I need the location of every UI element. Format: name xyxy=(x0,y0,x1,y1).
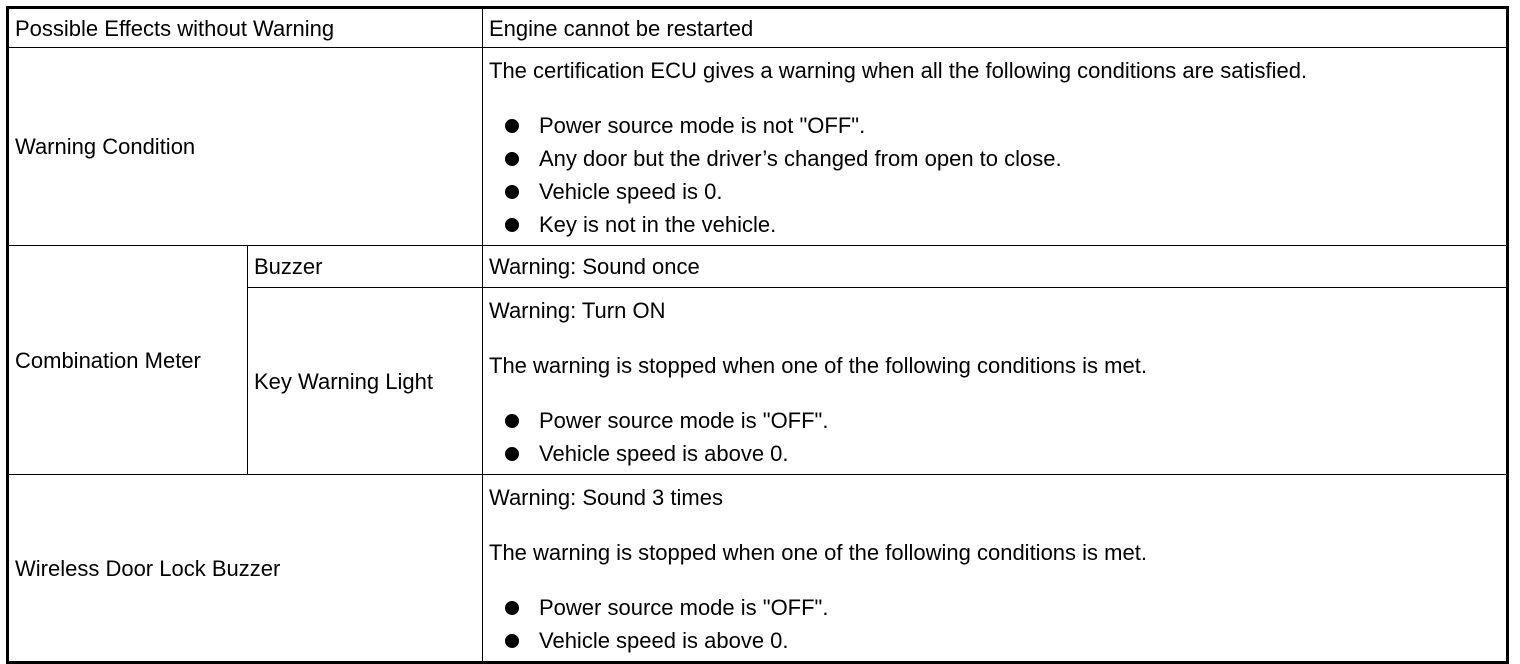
wireless-buzzer-cell xyxy=(483,475,1508,663)
warning-condition-label: Warning Condition xyxy=(8,48,483,246)
warning-condition-intro: The certification ECU gives a warning when all the following conditions are satisfied. xyxy=(489,58,1308,83)
effects-label: Possible Effects without Warning xyxy=(8,8,483,48)
buzzer-label: Buzzer xyxy=(248,246,483,288)
bullet-icon xyxy=(505,185,519,199)
wireless-buzzer-stop-intro: The warning is stopped when one of the following conditions is met. xyxy=(489,540,1147,565)
list-item: Vehicle speed is 0. xyxy=(505,175,1506,208)
key-warning-light-cell xyxy=(483,288,1508,475)
bullet-icon xyxy=(505,119,519,133)
effects-value: Engine cannot be restarted xyxy=(483,8,1508,48)
table-row-buzzer xyxy=(8,246,1508,288)
list-item: Any door but the driver’s changed from open to close. xyxy=(505,142,1506,175)
table-row-warning-condition xyxy=(8,48,1508,246)
list-item: Power source mode is not "OFF". xyxy=(505,109,1506,142)
warning-condition-list xyxy=(489,109,1506,241)
key-warning-light-label: Key Warning Light xyxy=(248,288,483,475)
key-warning-light-list xyxy=(489,404,1506,470)
list-item: Power source mode is "OFF". xyxy=(505,404,1506,437)
combination-meter-label: Combination Meter xyxy=(8,246,248,475)
key-warning-light-stop-intro: The warning is stopped when one of the following conditions is met. xyxy=(489,353,1147,378)
buzzer-value: Warning: Sound once xyxy=(483,246,1508,288)
list-item: Vehicle speed is above 0. xyxy=(505,437,1506,470)
bullet-icon xyxy=(505,634,519,648)
bullet-icon xyxy=(505,218,519,232)
list-item: Key is not in the vehicle. xyxy=(505,208,1506,241)
warning-condition-cell xyxy=(483,48,1508,246)
list-item: Vehicle speed is above 0. xyxy=(505,624,1506,657)
list-item: Power source mode is "OFF". xyxy=(505,591,1506,624)
bullet-icon xyxy=(505,414,519,428)
bullet-icon xyxy=(505,152,519,166)
wireless-buzzer-list xyxy=(489,591,1506,657)
wireless-buzzer-warning: Warning: Sound 3 times xyxy=(489,485,723,510)
bullet-icon xyxy=(505,447,519,461)
bullet-icon xyxy=(505,601,519,615)
key-warning-light-warning: Warning: Turn ON xyxy=(489,298,666,323)
table-row-wireless-buzzer xyxy=(8,475,1508,663)
wireless-buzzer-label: Wireless Door Lock Buzzer xyxy=(8,475,483,663)
table-row-effects xyxy=(8,8,1508,48)
warning-spec-table xyxy=(6,6,1509,664)
